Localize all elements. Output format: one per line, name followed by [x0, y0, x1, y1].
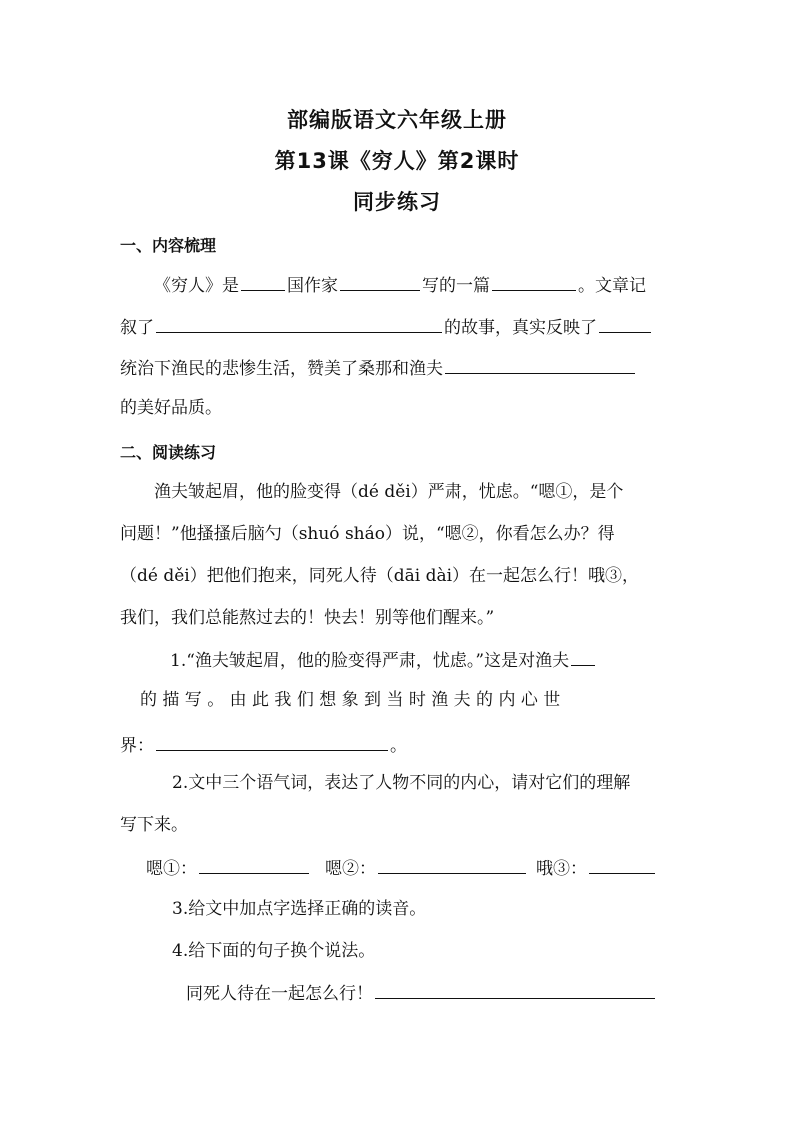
fill-blank-regime[interactable] [599, 316, 651, 333]
fill-blank-genre[interactable] [492, 274, 576, 291]
question-1-text: 。 [390, 736, 407, 756]
section1-line1 [154, 274, 646, 296]
question-2-line2: 写下来。 [120, 815, 188, 835]
fill-blank-q4[interactable] [375, 982, 655, 999]
fill-blank-author[interactable] [340, 274, 420, 291]
question-4-answer-line [186, 982, 657, 1004]
question-2-label: 哦③： [536, 859, 587, 879]
section1-text: 写的一篇 [422, 276, 490, 296]
question-2-label: 嗯①： [146, 859, 197, 879]
section1-text: 叙了 [120, 318, 154, 338]
section1-text: 的故事，真实反映了 [444, 318, 597, 338]
fill-blank-q1-heart[interactable] [156, 734, 388, 751]
page-title-line2: 第13课《穷人》第2课时 [274, 149, 520, 173]
question-2-answers [146, 857, 657, 879]
passage-line: 我们，我们总能熬过去的！快去！别等他们醒来。” [120, 608, 495, 628]
fill-blank-en2[interactable] [378, 857, 526, 874]
question-1-text: 1.“渔夫皱起眉，他的脸变得严肃，忧虑。”这是对渔夫 [170, 651, 570, 671]
page-title-line1: 部编版语文六年级上册 [287, 108, 507, 132]
fill-blank-o3[interactable] [589, 857, 655, 874]
section1-text: 。文章记 [578, 276, 646, 296]
fill-blank-country[interactable] [241, 274, 285, 291]
section1-text: 《穷人》是 [154, 276, 239, 296]
question-4-sentence: 同死人待在一起怎么行！ [186, 984, 373, 1004]
question-3: 3.给文中加点字选择正确的读音。 [172, 899, 427, 919]
question-2-line1: 2.文中三个语气词，表达了人物不同的内心，请对它们的理解 [172, 773, 631, 793]
page-title-line3: 同步练习 [353, 190, 441, 214]
question-4: 4.给下面的句子换个说法。 [172, 941, 376, 961]
fill-blank-en1[interactable] [199, 857, 309, 874]
question-1-line1 [170, 649, 597, 671]
section2-heading: 二、阅读练习 [120, 443, 217, 462]
passage-line: 问题！”他搔搔后脑勺（shuó sháo）说，“嗯②，你看怎么办？得 [120, 524, 615, 544]
fill-blank-q1-type[interactable] [571, 649, 595, 666]
question-1-line2: 的 描 写 。 由 此 我 们 想 象 到 当 时 渔 夫 的 内 心 世 [140, 690, 561, 710]
question-2-label: 嗯②： [325, 859, 376, 879]
passage-line: 渔夫皱起眉，他的脸变得（dé děi）严肃，忧虑。“嗯①，是个 [154, 482, 624, 502]
section1-text: 统治下渔民的悲惨生活，赞美了桑那和渔夫 [120, 359, 443, 379]
section1-line3 [120, 357, 637, 379]
section1-heading: 一、内容梳理 [120, 236, 217, 255]
passage-line: （dé děi）把他们抱来，同死人待（dāi dài）在一起怎么行！哦③， [120, 566, 640, 586]
question-1-text: 界： [120, 736, 154, 756]
question-1-line3 [120, 734, 407, 756]
fill-blank-qualities[interactable] [445, 357, 635, 374]
fill-blank-story[interactable] [156, 316, 442, 333]
section1-line2 [120, 316, 653, 338]
section1-text: 国作家 [287, 276, 338, 296]
section1-line4: 的美好品质。 [120, 398, 222, 418]
